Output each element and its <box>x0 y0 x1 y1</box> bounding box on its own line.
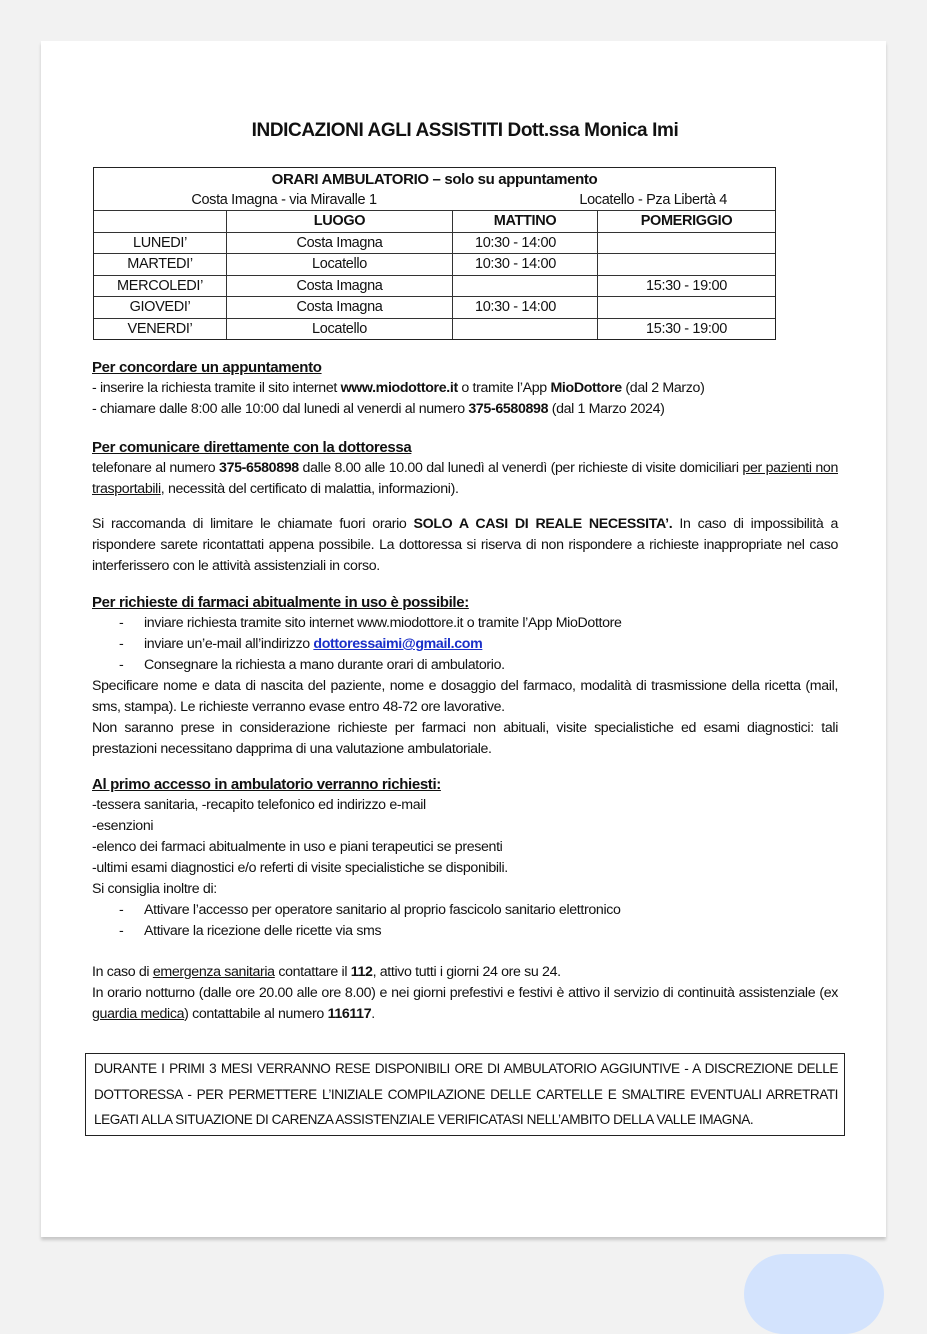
cell-afternoon <box>598 254 776 276</box>
text: inviare un’e-mail all’indirizzo <box>144 636 314 652</box>
schedule-table <box>94 210 775 339</box>
cell-afternoon <box>598 297 776 319</box>
text: . <box>371 1006 375 1022</box>
cell-place: Locatello <box>227 254 453 276</box>
phone-number: 375-6580898 <box>219 460 299 476</box>
address-costa-imagna: Costa Imagna - via Miravalle 1 <box>191 192 377 208</box>
list-item <box>92 613 838 634</box>
first-access-section <box>92 774 838 942</box>
cell-place: Locatello <box>227 318 453 339</box>
text: , attivo tutti i giorni 24 ore su 24. <box>372 964 561 980</box>
text: ) contattabile al numero <box>184 1006 328 1022</box>
dash-bullet-icon: - <box>119 636 124 652</box>
text: contattare il <box>274 964 351 980</box>
column-header-day <box>94 211 227 233</box>
column-header-afternoon: POMERIGGIO <box>598 211 776 233</box>
requirement-line: -ultimi esami diagnostici e/o referti di visite specialistiche se disponibili. <box>92 860 508 876</box>
floating-action-button[interactable] <box>744 1254 884 1334</box>
schedule-heading: ORARI AMBULATORIO – solo su appuntamento <box>271 171 598 188</box>
text: Si raccomanda di limitare le chiamate fuori orario <box>92 516 414 532</box>
text: Attivare l’accesso per operatore sanitario al proprio fascicolo sanitario elettronico <box>144 902 621 918</box>
cell-place: Costa Imagna <box>227 297 453 319</box>
text: Consegnare la richiesta a mano durante orari di ambulatorio. <box>144 657 505 673</box>
cell-day: VENERDI’ <box>94 318 227 339</box>
recommendation-paragraph <box>92 514 838 577</box>
table-row <box>94 297 775 319</box>
column-header-morning: MATTINO <box>453 211 598 233</box>
cell-morning: 10:30 - 14:00 <box>453 232 598 254</box>
text: - chiamare dalle 8:00 alle 10:00 dal lunedi al venerdi al numero <box>92 401 469 417</box>
contact-section <box>92 437 838 500</box>
table-row <box>94 254 775 276</box>
list-item <box>92 655 838 676</box>
first-access-heading: Al primo accesso in ambulatorio verranno richiesti: <box>92 776 441 793</box>
cell-day: GIOVEDI’ <box>94 297 227 319</box>
cell-afternoon: 15:30 - 19:00 <box>598 318 776 339</box>
emphasis-text: SOLO A CASI DI REALE NECESSITA’. <box>413 516 673 532</box>
app-name: MioDottore <box>550 380 622 396</box>
cell-morning: 10:30 - 14:00 <box>453 297 598 319</box>
text: inviare richiesta tramite sito internet www.miodottore.it o tramite l’App MioDottore <box>144 615 622 631</box>
requirement-line: -esenzioni <box>92 818 154 834</box>
contact-paragraph <box>92 458 838 500</box>
text: In caso di impossibilità a rispondere sarete ricontattati appena possibile. La dottoressa si riserva di non rispondere a richieste inappropriate nel caso interferissero con le attività assistenziali in corso. <box>92 516 839 574</box>
dash-bullet-icon: - <box>119 615 124 631</box>
table-row <box>94 318 775 339</box>
drugs-instructions: Specificare nome e data di nascita del paziente, nome e dosaggio del farmaco, modalità di trasmissione della ricetta (mail, sms, stampa). Le richieste verranno evase entro 48-72 ore lavorative. <box>92 678 838 715</box>
drugs-section <box>92 592 838 760</box>
schedule-box <box>93 167 776 340</box>
text: (dal 2 Marzo) <box>621 380 705 396</box>
dash-bullet-icon: - <box>119 902 124 918</box>
appointment-line-online <box>92 378 838 399</box>
email-link[interactable]: dottoressaimi@gmail.com <box>313 636 483 652</box>
text: In orario notturno (dalle ore 20.00 alle ore 8.00) e nei giorni prefestivi e festivi è attivo il servizio di continuità assistenziale (ex <box>92 985 838 1001</box>
cell-afternoon: 15:30 - 19:00 <box>598 275 776 297</box>
night-service-paragraph <box>92 983 838 1025</box>
emergency-section <box>92 962 838 1025</box>
text: telefonare al numero <box>92 460 220 476</box>
cell-morning <box>453 275 598 297</box>
cell-day: MARTEDI’ <box>94 254 227 276</box>
requirement-line: -tessera sanitaria, -recapito telefonico ed indirizzo e-mail <box>92 797 426 813</box>
appointment-section <box>92 357 838 420</box>
notice-box: DURANTE I PRIMI 3 MESI VERRANNO RESE DISPONIBILI ORE DI AMBULATORIO AGGIUNTIVE - A DISCREZIONE DELLE DOTTORESSA - PER PERMETTERE L’INIZIALE COMPILAZIONE DELLE CARTELLE E SMALTIRE EVENTUALI ARRETRATI LEGATI ALLA SITUAZIONE DI CARENZA ASSISTENZIALE VERIFICATASI NELL’AMBITO DELLA VALLE IMAGNA. <box>85 1053 845 1136</box>
website-name: www.miodottore.it <box>340 380 458 396</box>
text: (dal 1 Marzo 2024) <box>548 401 665 417</box>
requirement-line: -elenco dei farmaci abitualmente in uso e piani terapeutici se presenti <box>92 839 503 855</box>
document-page <box>41 41 886 1237</box>
address-locatello: Locatello - Pza Libertà 4 <box>579 192 727 208</box>
dash-bullet-icon: - <box>119 657 124 673</box>
drugs-exclusions: Non saranno prese in considerazione richieste per farmaci non abituali, visite specialistiche ed esami diagnostici: tali prestazioni necessitano dapprima di una valutazione ambulatoriale. <box>92 720 838 757</box>
schedule-addresses <box>94 190 775 210</box>
text: dalle 8.00 alle 10.00 dal lunedì al venerdì (per richieste di visite domiciliari <box>298 460 743 476</box>
cell-place: Costa Imagna <box>227 232 453 254</box>
cell-day: LUNEDI’ <box>94 232 227 254</box>
guardia-medica-number: 116117 <box>327 1006 372 1022</box>
phone-number: 375-6580898 <box>468 401 549 417</box>
drugs-options-list <box>92 613 838 676</box>
text: In caso di <box>92 964 153 980</box>
cell-place: Costa Imagna <box>227 275 453 297</box>
emergency-line <box>92 962 838 983</box>
page-title: INDICAZIONI AGLI ASSISTITI Dott.ssa Monica Imi <box>251 120 679 141</box>
cell-afternoon <box>598 232 776 254</box>
table-header-row <box>94 211 775 233</box>
column-header-place: LUOGO <box>227 211 453 233</box>
text: Attivare la ricezione delle ricette via sms <box>144 923 382 939</box>
text: - inserire la richiesta tramite il sito internet <box>92 380 341 396</box>
cell-morning <box>453 318 598 339</box>
advice-list <box>92 900 838 942</box>
table-row <box>94 275 775 297</box>
text: , necessità del certificato di malattia, informazioni). <box>160 481 459 497</box>
drugs-heading: Per richieste di farmaci abitualmente in uso è possibile: <box>92 594 469 611</box>
text: o tramite l’App <box>457 380 551 396</box>
cell-day: MERCOLEDI’ <box>94 275 227 297</box>
list-item <box>92 900 838 921</box>
underlined-text: emergenza sanitaria <box>152 964 275 980</box>
underlined-text: guardia medica <box>92 1006 185 1022</box>
underlined-text: per pazienti non trasportabili <box>92 460 838 497</box>
appointment-heading: Per concordare un appuntamento <box>92 359 322 376</box>
contact-heading: Per comunicare direttamente con la dottoressa <box>92 439 412 456</box>
dash-bullet-icon: - <box>119 923 124 939</box>
advice-label: Si consiglia inoltre di: <box>92 881 217 897</box>
cell-morning: 10:30 - 14:00 <box>453 254 598 276</box>
list-item <box>92 921 838 942</box>
list-item <box>92 634 838 655</box>
appointment-line-phone <box>92 399 838 420</box>
emergency-number: 112 <box>350 964 373 980</box>
table-row <box>94 232 775 254</box>
